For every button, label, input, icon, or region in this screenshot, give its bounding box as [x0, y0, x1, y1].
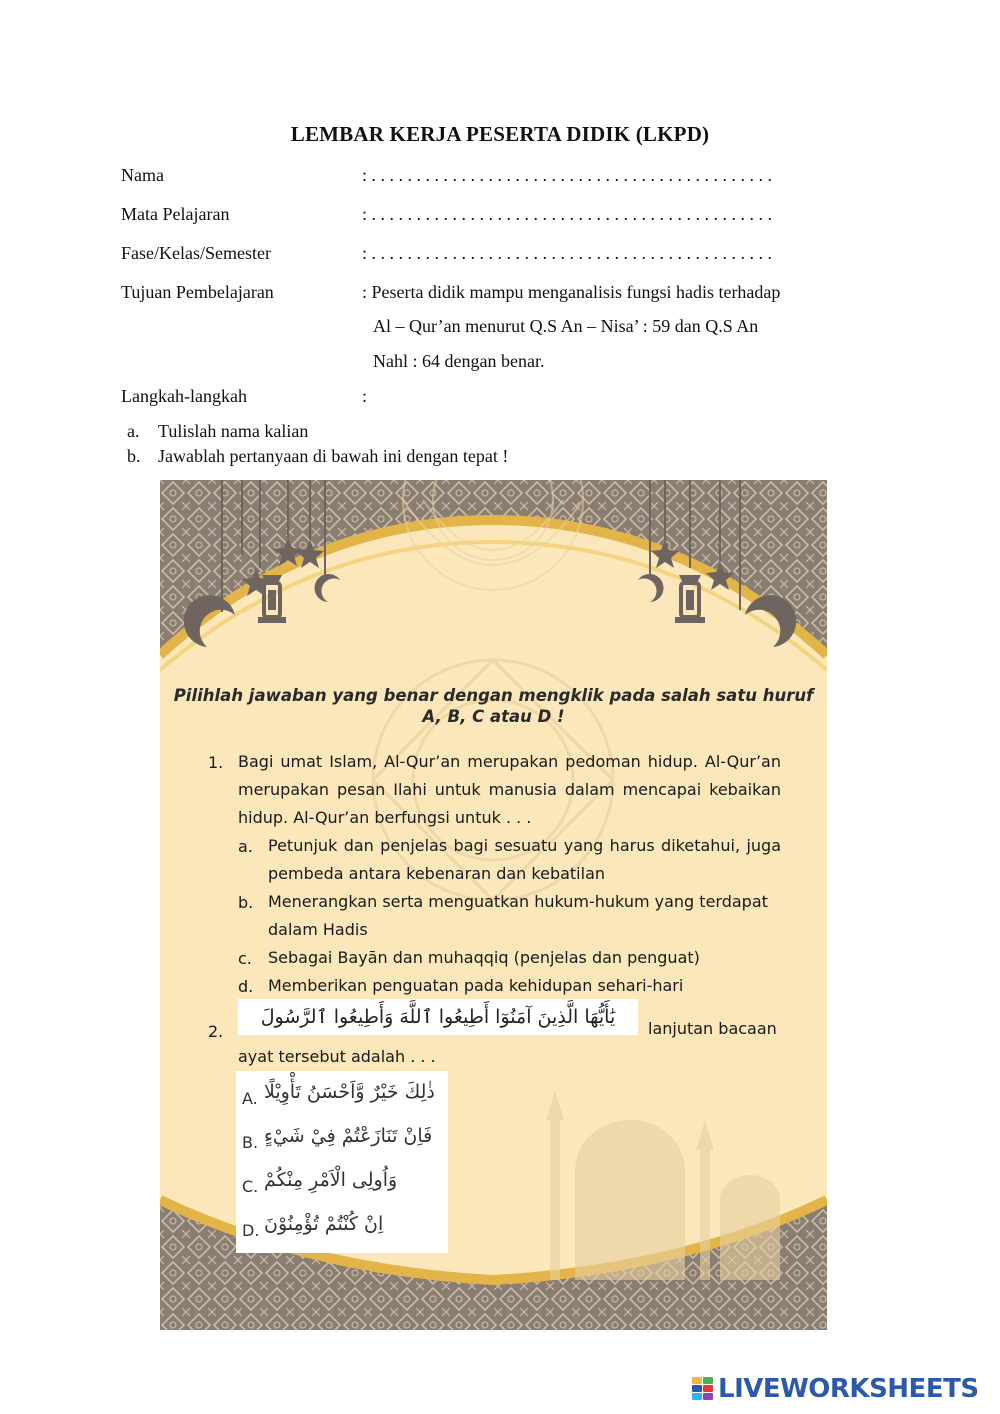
answer-letter: D. — [242, 1221, 260, 1240]
option-text-d[interactable]: Memberikan penguatan pada kehidupan sehari-hari — [268, 976, 684, 995]
answer-choice-c[interactable] — [242, 1165, 442, 1205]
question-text-after-verse: lanjutan bacaan — [648, 1019, 777, 1038]
instruction-line-2: A, B, C atau D ! — [422, 707, 565, 726]
field-value-nama[interactable]: : . . . . . . . . . . . . . . . . . . . . . . . . . . . . . . . . . . . . . . . . . . . . . — [362, 165, 773, 185]
option-letter-b[interactable]: b. — [238, 893, 254, 912]
step-text: Jawablah pertanyaan di bawah ini dengan tepat ! — [158, 446, 509, 466]
question-text: Bagi umat Islam, Al-Qur’an merupakan pedoman hidup. Al-Qur’an merupakan pesan Ilahi untuk manusia dalam mencapai kebaikan hidup. Al-Qur’an berfungsi untuk . . . — [238, 752, 781, 827]
quran-verse-image: يَٰأَيُّهَا الَّذِينَ آمَنُوٓا أَطِيعُوا ٱللَّهَ وَأَطِيعُوا ٱلرَّسُولَ — [238, 999, 638, 1035]
goal-line-2: Al – Qur’an menurut Q.S An – Nisa’ : 59 dan Q.S An — [373, 316, 759, 336]
answer-choice-d[interactable] — [242, 1209, 442, 1249]
answer-arabic: ذٰلِكَ خَيْرٌ وَّاَحْسَنُ تَأْوِيْلًا — [264, 1081, 435, 1103]
goal-line-1: : Peserta didik mampu menganalisis fungsi hadis terhadap — [362, 282, 781, 302]
worksheet-instruction — [160, 685, 827, 727]
answer-arabic: اِنْ كُنْتُمْ تُؤْمِنُوْنَ — [264, 1213, 384, 1235]
option-letter-c[interactable]: c. — [238, 949, 252, 968]
logo-text: LIVEWORKSHEETS — [718, 1374, 979, 1404]
answer-choices-box — [236, 1071, 448, 1253]
step-item — [127, 446, 508, 467]
question-number: 1. — [208, 753, 224, 772]
steps-colon: : — [362, 386, 368, 406]
option-text-c[interactable]: Sebagai Bayān dan muhaqqiq (penjelas dan penguat) — [268, 948, 700, 967]
worksheet-card — [160, 480, 827, 1330]
answer-letter: B. — [242, 1133, 259, 1152]
answer-arabic: وَاُولِى الْاَمْرِ مِنْكُمْ — [264, 1169, 398, 1191]
question-text-line-2: ayat tersebut adalah . . . — [238, 1047, 436, 1066]
option-letter-d[interactable]: d. — [238, 977, 254, 996]
step-text: Tulislah nama kalian — [158, 421, 309, 441]
answer-letter: C. — [242, 1177, 259, 1196]
answer-choice-a[interactable] — [242, 1077, 442, 1117]
answer-arabic: فَاِنْ تَنَازَعْتُمْ فِيْ شَيْءٍ — [264, 1125, 433, 1147]
field-label-fase: Fase/Kelas/Semester — [121, 243, 271, 263]
field-label-nama: Nama — [121, 165, 164, 185]
liveworksheets-logo — [692, 1374, 979, 1404]
field-value-fase[interactable]: : . . . . . . . . . . . . . . . . . . . . . . . . . . . . . . . . . . . . . . . . . . . . . — [362, 243, 773, 263]
step-marker: b. — [127, 446, 141, 466]
answer-choice-b[interactable] — [242, 1121, 442, 1161]
goal-line-3: Nahl : 64 dengan benar. — [373, 351, 545, 371]
option-text-b[interactable]: Menerangkan serta menguatkan hukum-hukum yang terdapat dalam Hadis — [268, 892, 768, 939]
document-title: LEMBAR KERJA PESERTA DIDIK (LKPD) — [290, 122, 710, 146]
option-text-a[interactable]: Petunjuk dan penjelas bagi sesuatu yang harus diketahui, juga pembeda antara kebenaran dan kebatilan — [268, 836, 781, 883]
field-label-mata-pelajaran: Mata Pelajaran — [121, 204, 230, 224]
instruction-line-1: Pilihlah jawaban yang benar dengan mengklik pada salah satu huruf — [173, 686, 814, 705]
steps-label: Langkah-langkah — [121, 386, 247, 406]
goal-label: Tujuan Pembelajaran — [121, 282, 274, 302]
answer-letter: A. — [242, 1089, 258, 1108]
step-marker: a. — [127, 421, 140, 441]
option-letter-a[interactable]: a. — [238, 837, 253, 856]
step-item — [127, 421, 308, 442]
logo-blocks-icon — [692, 1377, 714, 1401]
question-number: 2. — [208, 1022, 224, 1041]
field-value-mata-pelajaran[interactable]: : . . . . . . . . . . . . . . . . . . . . . . . . . . . . . . . . . . . . . . . . . . . . . — [362, 204, 773, 224]
